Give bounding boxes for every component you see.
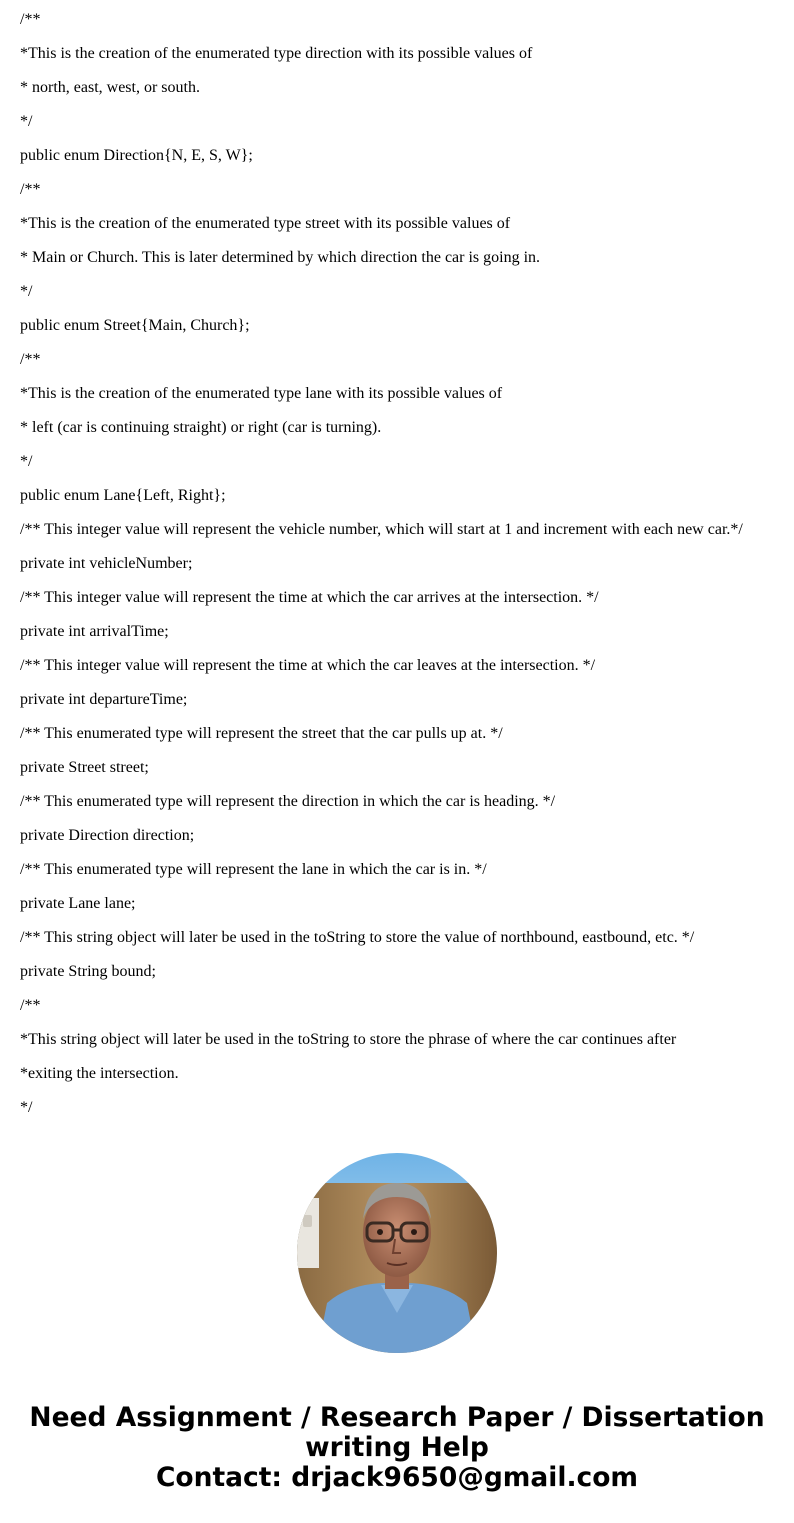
document-line: * left (car is continuing straight) or right (car is turning). xyxy=(20,419,382,436)
document-line: */ xyxy=(20,283,33,300)
promo-banner xyxy=(0,1403,794,1493)
document-line: /** xyxy=(20,997,41,1014)
document-line: private Lane lane; xyxy=(20,895,136,912)
promo-headline: Need Assignment / Research Paper / Dissertation xyxy=(29,1402,765,1433)
document-line: private int arrivalTime; xyxy=(20,623,169,640)
document-line: *This is the creation of the enumerated type lane with its possible values of xyxy=(20,385,503,402)
author-avatar xyxy=(297,1153,497,1353)
document-line: public enum Street{Main, Church}; xyxy=(20,317,250,334)
document-line: *exiting the intersection. xyxy=(20,1065,179,1082)
document-line: *This is the creation of the enumerated type street with its possible values of xyxy=(20,215,511,232)
document-line: */ xyxy=(20,453,33,470)
document-line: * Main or Church. This is later determined by which direction the car is going in. xyxy=(20,249,541,266)
promo-subheadline: writing Help xyxy=(305,1432,489,1463)
document-line: /** This string object will later be used in the toString to store the value of northbound, eastbound, etc. */ xyxy=(20,929,695,946)
document-line: private Direction direction; xyxy=(20,827,195,844)
document-line: /** This integer value will represent the time at which the car arrives at the intersection. */ xyxy=(20,589,599,606)
document-line: private int vehicleNumber; xyxy=(20,555,193,572)
document-line: public enum Lane{Left, Right}; xyxy=(20,487,226,504)
document-line: /** This enumerated type will represent the lane in which the car is in. */ xyxy=(20,861,487,878)
document-line: /** This integer value will represent the time at which the car leaves at the intersection. */ xyxy=(20,657,596,674)
document-line: private String bound; xyxy=(20,963,156,980)
document-line: private int departureTime; xyxy=(20,691,188,708)
document-line: */ xyxy=(20,1099,33,1116)
person-photo-icon xyxy=(297,1153,497,1353)
document-line: /** xyxy=(20,351,41,368)
document-line: */ xyxy=(20,113,33,130)
promo-contact: Contact: drjack9650@gmail.com xyxy=(155,1462,639,1493)
document-line: /** This enumerated type will represent the street that the car pulls up at. */ xyxy=(20,725,503,742)
document-line: *This is the creation of the enumerated type direction with its possible values of xyxy=(20,45,533,62)
document-line: private Street street; xyxy=(20,759,149,776)
document-line: /** This integer value will represent the vehicle number, which will start at 1 and increment with each new car.*/ xyxy=(20,521,743,538)
document-text xyxy=(20,0,780,1122)
document-line: *This string object will later be used in the toString to store the phrase of where the car continues after xyxy=(20,1031,677,1048)
document-line: public enum Direction{N, E, S, W}; xyxy=(20,147,253,164)
document-line: /** xyxy=(20,11,41,28)
document-line: * north, east, west, or south. xyxy=(20,79,200,96)
document-line: /** This enumerated type will represent the direction in which the car is heading. */ xyxy=(20,793,556,810)
document-line: /** xyxy=(20,181,41,198)
